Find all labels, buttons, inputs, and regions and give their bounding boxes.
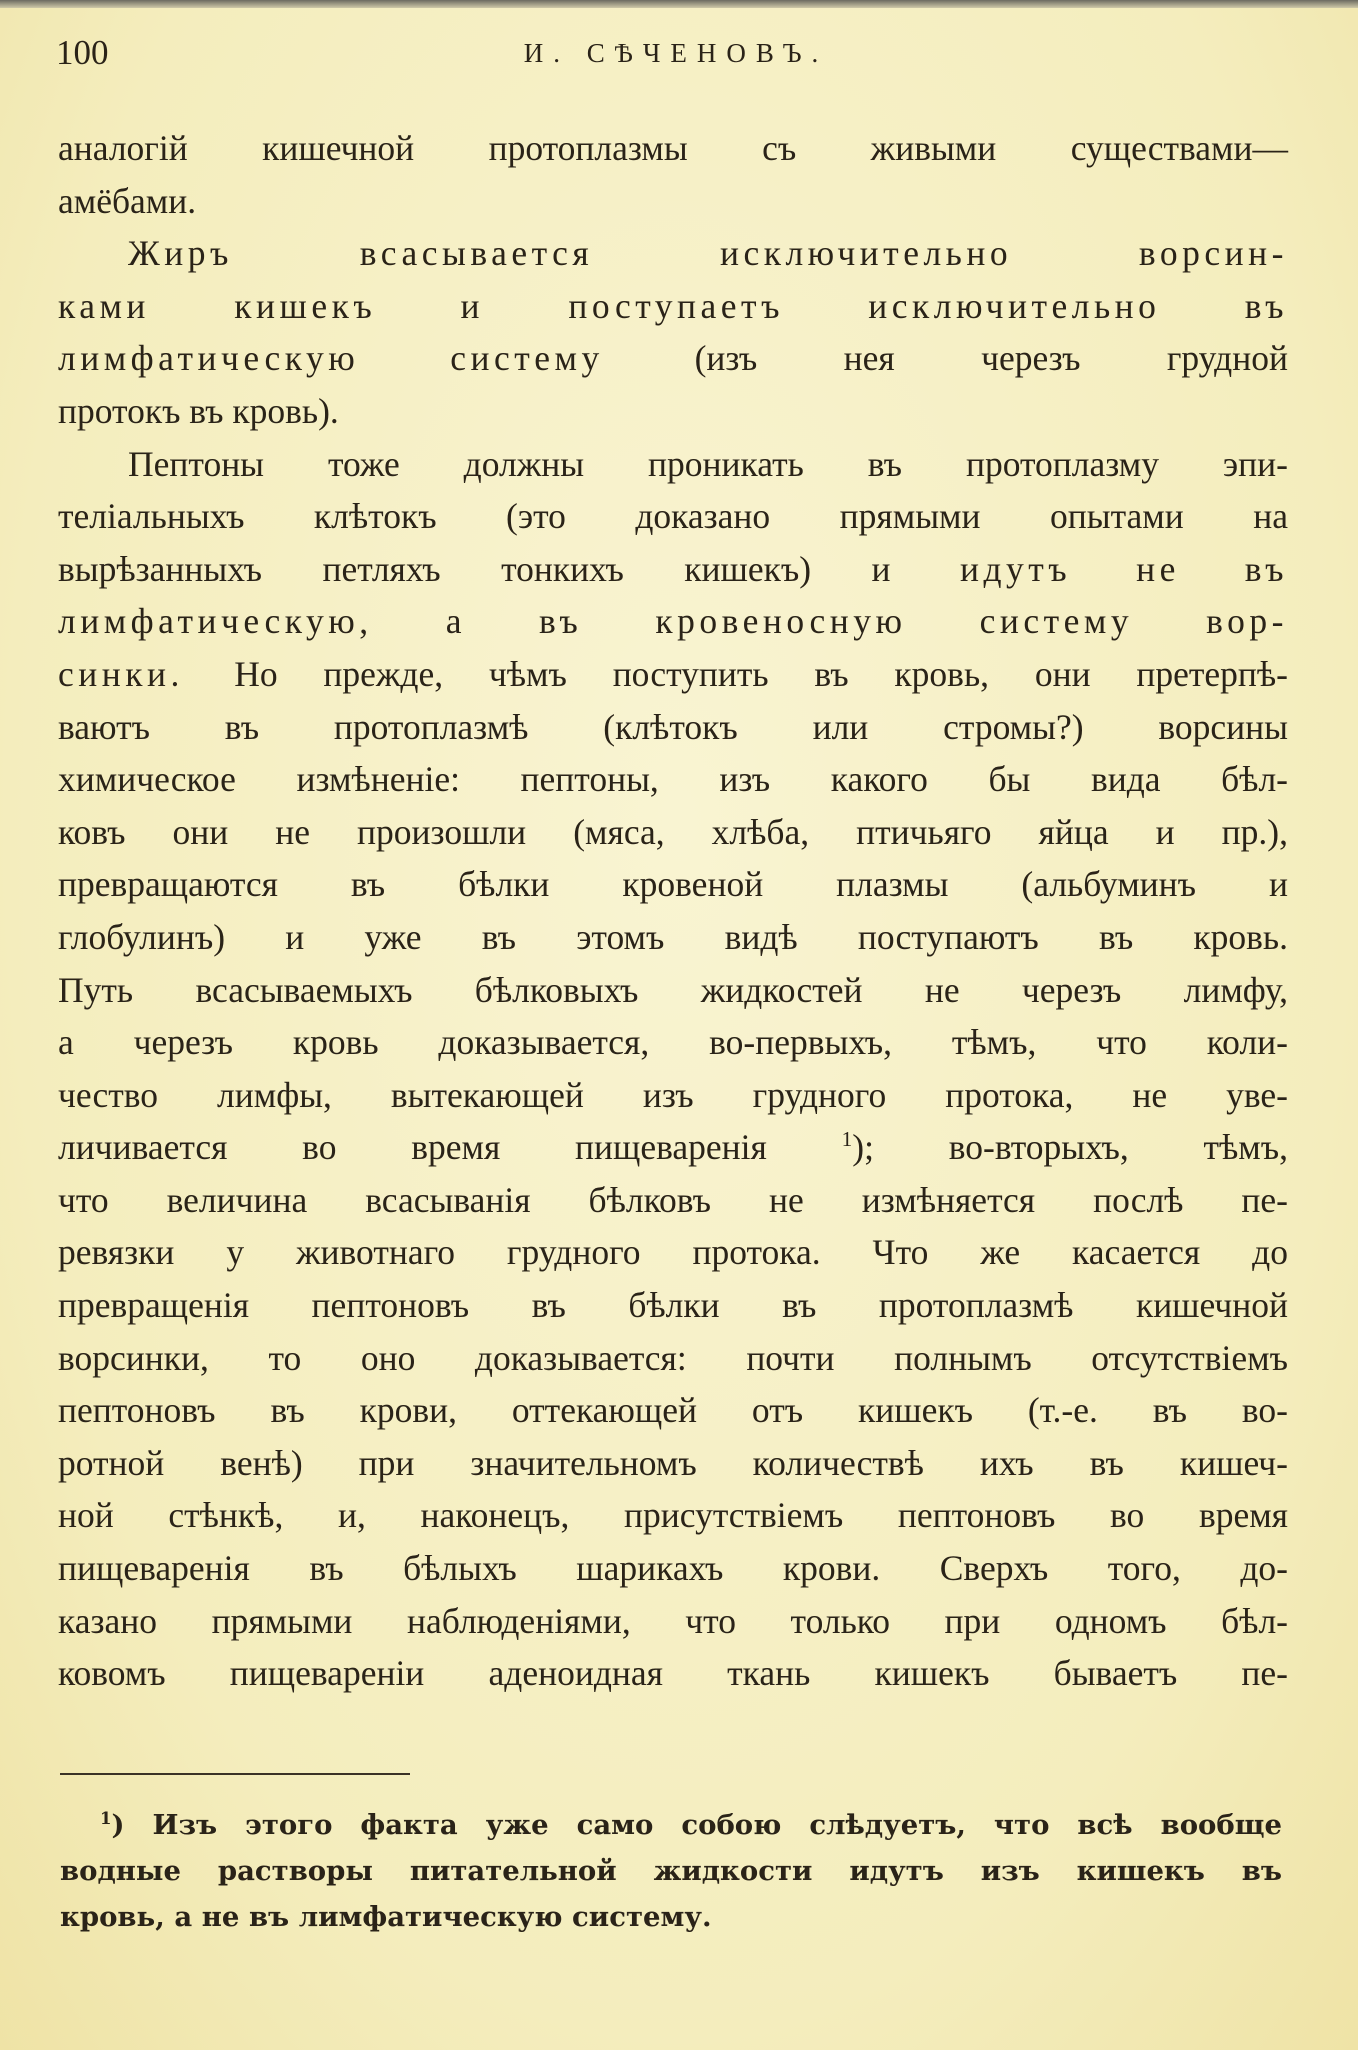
- text-line: Пептоны тоже должны проникать въ протоплазму эпи-: [128, 443, 1288, 484]
- text-line-rest: Но прежде, чѣмъ поступить въ кровь, они претерпѣ-: [234, 653, 1288, 694]
- text-line: казано прямыми наблюденіями, что только при одномъ бѣл-: [58, 1600, 1288, 1641]
- text-line: глобулинъ) и уже въ этомъ видѣ поступаютъ въ кровь.: [58, 916, 1288, 957]
- text-line: превращаются въ бѣлки кровеной плазмы (альбуминъ и: [58, 864, 1288, 905]
- text-line: ками кишекъ и поступаетъ исключительно въ: [58, 285, 1288, 326]
- text-line: Путь всасываемыхъ бѣлковыхъ жидкостей не черезъ лимфу,: [58, 969, 1288, 1010]
- footnote-divider: [60, 1773, 410, 1775]
- text-line: пептоновъ въ крови, оттекающей отъ кишекъ (т.-е. въ во-: [58, 1390, 1288, 1431]
- text-line: ротной венѣ) при значительномъ количествѣ ихъ въ кишеч-: [58, 1442, 1288, 1483]
- text-line: ваютъ въ протоплазмѣ (клѣтокъ или стромы?) ворсины: [58, 706, 1288, 747]
- page-header: [56, 28, 1296, 78]
- top-edge-rule: [0, 0, 1358, 8]
- running-head: И. СѢЧЕНОВЪ.: [523, 38, 829, 68]
- text-line-rest: (изъ нея черезъ грудной: [694, 338, 1288, 379]
- footnote-text: ) Изъ этого факта уже само собою слѣдуетъ, что всѣ вообще: [111, 1809, 1282, 1841]
- text-line-rest: ); во-вторыхъ, тѣмъ,: [852, 1127, 1288, 1168]
- footnote-line: кровь, а не въ лимфатическую систему.: [60, 1901, 712, 1933]
- text-line: ной стѣнкѣ, и, наконецъ, присутствіемъ пептоновъ во время: [58, 1495, 1288, 1536]
- text-line: превращенія пептоновъ въ бѣлки въ протоплазмѣ кишечной: [58, 1285, 1288, 1326]
- footnote-reference: 1: [841, 1127, 853, 1152]
- text-line: а черезъ кровь доказывается, во-первыхъ, тѣмъ, что коли-: [58, 1022, 1288, 1063]
- text-line: Жиръ всасывается исключительно ворсин-: [128, 233, 1288, 274]
- text-line: аналогій кишечной протоплазмы съ живыми существами—: [58, 128, 1288, 168]
- text-line: [58, 648, 1288, 701]
- text-line: амёбами.: [58, 180, 197, 221]
- page-number: 100: [56, 33, 109, 72]
- footnote-line: [60, 1802, 1282, 1848]
- text-line: пищеваренія въ бѣлыхъ шарикахъ крови. Сверхъ того, до-: [58, 1548, 1288, 1589]
- text-line: [58, 332, 1288, 385]
- spaced-text: синки.: [58, 653, 235, 694]
- text-line-start: вырѣзанныхъ петляхъ тонкихъ кишекъ): [58, 548, 872, 589]
- text-line: ковомъ пищевареніи аденоидная ткань кишекъ бываетъ пе-: [58, 1653, 1288, 1694]
- text-line: ковъ они не произошли (мяса, хлѣба, птичьяго яйца и пр.),: [58, 811, 1288, 852]
- text-line-start: личивается во время пищеваренія: [58, 1127, 767, 1168]
- text-line: химическое измѣненіе: пептоны, изъ какого бы вида бѣл-: [58, 759, 1288, 800]
- spaced-text: лимфатическую систему: [58, 338, 695, 379]
- footnote: [60, 1802, 1282, 1940]
- body-text: [58, 122, 1288, 1700]
- text-line: чество лимфы, вытекающей изъ грудного протока, не уве-: [58, 1074, 1288, 1115]
- text-line: ревязки у животнаго грудного протока. Что же касается до: [58, 1232, 1288, 1273]
- footnote-marker: 1: [100, 1808, 112, 1828]
- text-line: [58, 1121, 1288, 1174]
- text-line: что величина всасыванія бѣлковъ не измѣняется послѣ пе-: [58, 1179, 1288, 1220]
- spaced-text: и идутъ не въ: [871, 548, 1288, 589]
- text-line: теліальныхъ клѣтокъ (это доказано прямыми опытами на: [58, 496, 1288, 537]
- text-line: протокъ въ кровь).: [58, 390, 339, 431]
- footnote-line: водные растворы питательной жидкости идутъ изъ кишекъ въ: [60, 1855, 1282, 1887]
- text-line: ворсинки, то оно доказывается: почти полнымъ отсутствіемъ: [58, 1337, 1288, 1378]
- text-line: [58, 543, 1288, 596]
- text-line: лимфатическую, а въ кровеносную систему вор-: [58, 601, 1288, 642]
